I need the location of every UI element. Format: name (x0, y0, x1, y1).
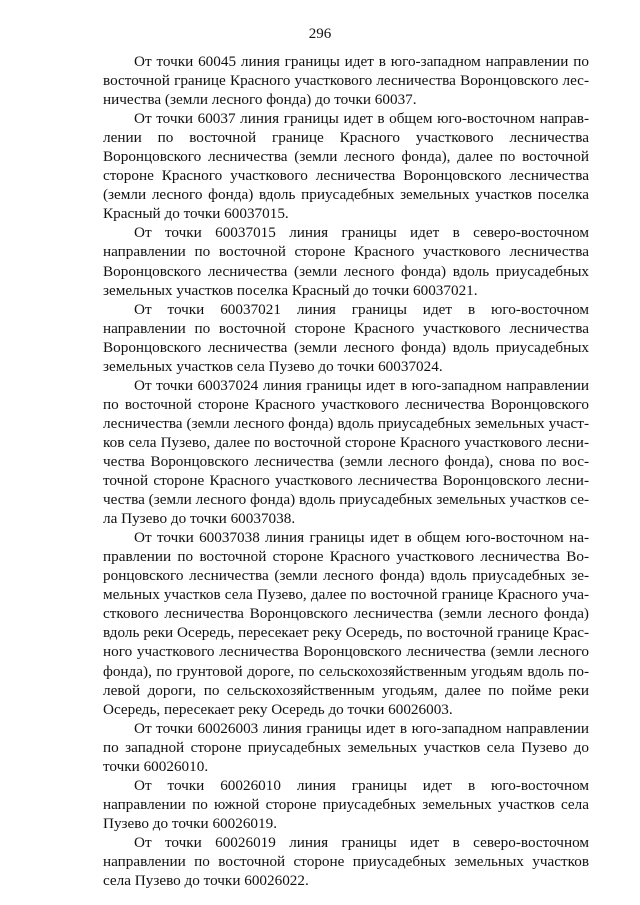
paragraph: От точки 60026010 линия границы идет в юго-восточном направлении по южной стороне приусадебных земельных участков села Пузево до точки 60026019. (103, 776, 589, 832)
paragraph: От точки 60045 линия границы идет в юго-западном направлении по восточной границе Красного участкового лесничества Воронцовского лесничества (земли лесного фонда) до точки 60037. (103, 53, 589, 109)
paragraph: От точки 60037015 линия границы идет в северо-восточном направлении по восточной стороне Красного участкового лесничества Воронцовского лесничества (земли лесного фонда) вдоль приусадебных земельных участков поселка Красный до точки 60037021. (103, 224, 589, 299)
paragraph: От точки 60037 линия границы идет в общем юго-восточном направлении по восточной границе Красного участкового лесничества Воронцовского лесничества (земли лесного фонда), далее по восточной стороне Красного участкового лесничества Воронцовского лесничества (земли лесного фонда) вдоль приусадебных земельных участков поселка Красный до точки 60037015. (103, 110, 589, 223)
document-body (103, 52, 589, 890)
paragraph: От точки 60026019 линия границы идет в северо-восточном направлении по восточной стороне приусадебных земельных участков села Пузево до точки 60026022. (103, 833, 589, 890)
paragraph: От точки 60037024 линия границы идет в юго-западном направлении по восточной стороне Красного участкового лесничества Воронцовского лесничества (земли лесного фонда) вдоль приусадебных земельных участков села Пузево, далее по восточной стороне Красного участкового лесничества Воронцовского лесничества (земли лесного фонда), снова по восточной стороне Красного участкового лесничества Воронцовского лесничества (земли лесного фонда) вдоль приусадебных земельных участков села Пузево до точки 60037038. (103, 376, 589, 528)
paragraph: От точки 60037021 линия границы идет в юго-восточном направлении по восточной стороне Красного участкового лесничества Воронцовского лесничества (земли лесного фонда) вдоль приусадебных земельных участков села Пузево до точки 60037024. (103, 300, 589, 375)
paragraph: От точки 60037038 линия границы идет в общем юго-восточном направлении по восточной стороне Красного участкового лесничества Воронцовского лесничества (земли лесного фонда) вдоль приусадебных земельных участков села Пузево, далее по восточной границе Красного участкового лесничества Воронцовского лесничества (земли лесного фонда) вдоль реки Осередь, пересекает реку Осередь, по восточной границе Красного участкового лесничества Воронцовского лесничества (земли лесного фонда), по грунтовой дороге, по сельскохозяйственным угодьям вдоль полевой дороги, по сельскохозяйственным угодьям, далее по пойме реки Осередь, пересекает реку Осередь до точки 60026003. (103, 529, 589, 718)
page-number: 296 (308, 26, 332, 42)
paragraph: От точки 60026003 линия границы идет в юго-западном направлении по западной стороне приусадебных земельных участков села Пузево до точки 60026010. (103, 719, 589, 775)
